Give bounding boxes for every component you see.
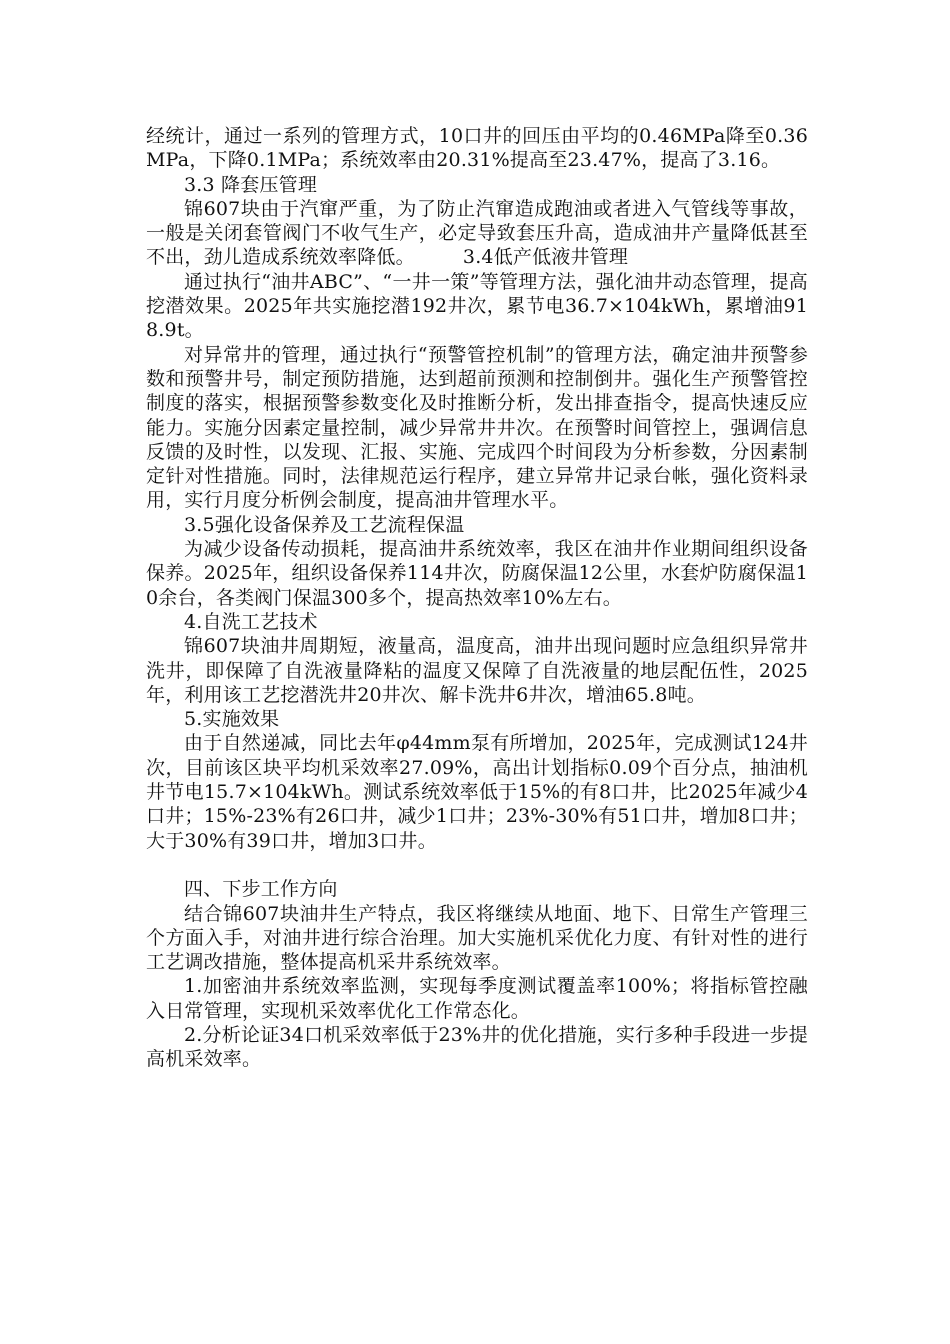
paragraph-self-washing: 锦607块油井周期短，液量高，温度高，油井出现问题时应急组织异常井洗井，即保障了自洗液量降粘的温度又保障了自洗液量的地层配伍性，2025年，利用该工艺挖潜洗井20井次、解卡洗井6井次，增油65.8吨。 <box>146 635 808 706</box>
document-body <box>146 124 808 1072</box>
paragraph-next-steps-intro: 结合锦607块油井生产特点，我区将继续从地面、地下、日常生产管理三个方面入手，对油井进行综合治理。加大实施机采优化力度、有针对性的进行工艺调改措施，整体提高机采井系统效率。 <box>146 902 808 974</box>
paragraph-next-steps-item-2: 2.分析论证34口机采效率低于23%井的优化措施，实行多种手段进一步提高机采效率。 <box>146 1023 808 1071</box>
paragraph-implementation-results: 由于自然递减，同比去年φ44mm泵有所增加，2025年，完成测试124井次，目前该区块平均机采效率27.09%，高出计划指标0.09个百分点，抽油机井节电15.7×104kWh。测试系统效率低于15%的有8口井，比2025年减少4口井；15%-23%有26口井，减少1口井；23%-30%有51口井，增加8口井；大于30%有39口井，增加3口井。 <box>146 732 808 852</box>
paragraph-statistics-summary: 经统计，通过一系列的管理方式，10口井的回压由平均的0.46MPa降至0.36MPa，下降0.1MPa；系统效率由20.31%提高至23.47%，提高了3.16。 <box>146 125 808 172</box>
paragraph-dynamic-management: 通过执行“油井ABC”、“一井一策”等管理方法，强化油井动态管理，提高挖潜效果。2025年共实施挖潜192井次，累节电36.7×104kWh，累增油918.9t。 <box>146 270 808 342</box>
heading-3-3: 3.3 降套压管理 <box>184 173 318 196</box>
paragraph-casing-pressure: 锦607块由于汽窜严重，为了防止汽窜造成跑油或者进入气管线等事故，一般是关闭套管阀门不收气生产，必定导致套压升高，造成油井产量降低甚至不出，劲儿造成系统效率降低。 3.4低产低液井管理 <box>146 197 808 269</box>
heading-5: 5.实施效果 <box>184 708 280 731</box>
heading-next-steps: 四、下步工作方向 <box>184 878 338 901</box>
blank-line <box>146 853 808 877</box>
heading-3-5: 3.5强化设备保养及工艺流程保温 <box>184 513 465 536</box>
paragraph-equipment-maintenance: 为减少设备传动损耗，提高油井系统效率，我区在油井作业期间组织设备保养。2025年，组织设备保养114井次，防腐保温12公里，水套炉防腐保温10余台，各类阀门保温300多个，提高热效率10%左右。 <box>146 538 808 609</box>
paragraph-abnormal-wells: 对异常井的管理，通过执行“预警管控机制”的管理方法，确定油井预警参数和预警井号，制定预防措施，达到超前预测和控制倒井。强化生产预警管控制度的落实，根据预警参数变化及时推断分析，发出排查指令，提高快速反应能力。实施分因素定量控制，减少异常井井次。在预警时间管控上，强调信息反馈的及时性，以发现、汇报、实施、完成四个时间段为分析参数，分因素制定针对性措施。同时，法律规范运行程序，建立异常井记录台帐，强化资料录用，实行月度分析例会制度，提高油井管理水平。 <box>146 343 808 512</box>
paragraph-next-steps-item-1: 1.加密油井系统效率监测，实现每季度测试覆盖率100%；将指标管控融入日常管理，实现机采效率优化工作常态化。 <box>146 975 808 1022</box>
heading-4: 4.自洗工艺技术 <box>184 610 318 633</box>
